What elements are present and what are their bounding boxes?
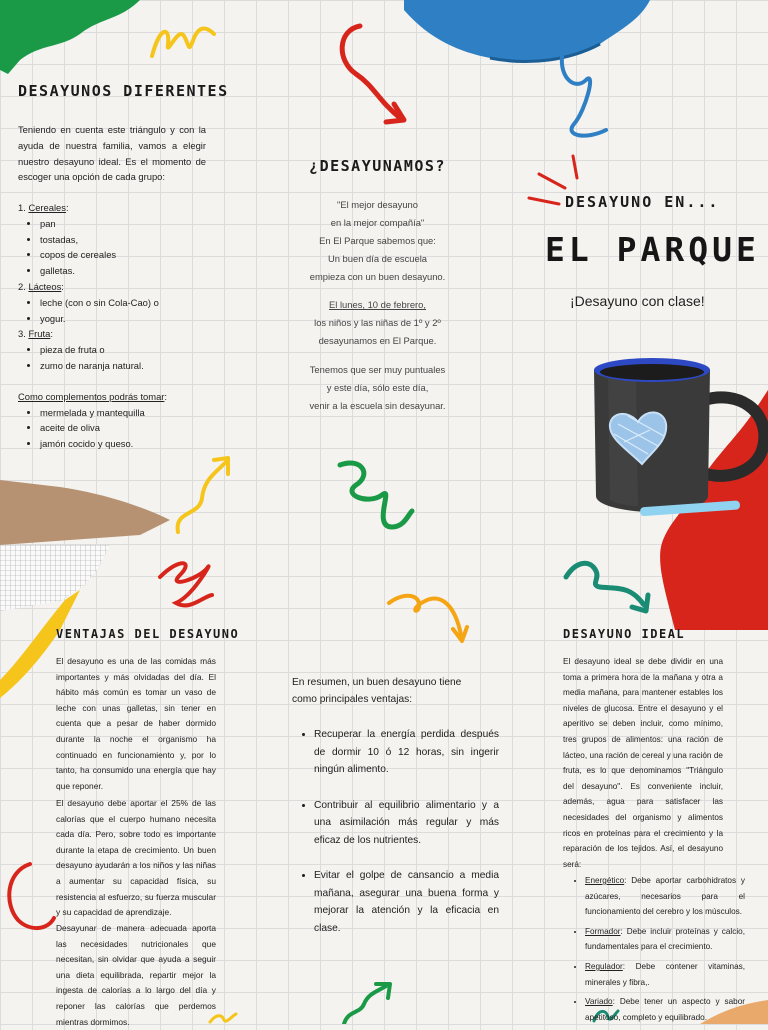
red-curl-icon [4,860,64,935]
list-item: • mermelada y mantequilla [40,405,218,421]
date-detail-line: los niños y las niñas de 1º y 2º [314,317,441,328]
red-squiggle-icon [150,555,220,615]
complements-section [18,389,218,452]
group-colon: : [65,202,69,213]
list-item: • Evitar el golpe de cansancio a media mañana, asegurar una buena forma y mejorar la atención y la eficacia en clase. [314,867,499,937]
complements-colon: : [164,390,168,402]
green-paper-shape [0,0,150,80]
list-item [585,873,745,920]
group-name: Cereales [28,202,66,213]
food-group-lacteos [18,279,218,326]
yellow-squiggle-icon [148,18,218,63]
list-item: • leche (con o sin Cola-Cao) o [40,295,218,311]
group-name: Fruta [28,328,51,340]
green-arrow-icon [340,980,400,1024]
list-text: : Debe contener vitaminas, minerales y fibra,. [585,961,745,987]
group-number: 3. [18,328,29,340]
quote-line: Un buen día de escuela [327,253,428,264]
blue-squiggle-icon [556,50,626,140]
complements-title: Como complementos podrás tomar [18,390,165,402]
orange-arrow-icon [385,585,470,650]
ventajas-paragraph: El desayuno debe aportar el 25% de las calorías que el cuerpo humano necesita cada día. Pero, sobre todo es importante durante la etapa de crecimiento. Un buen desayuno ayudarán a los niños y las niñas a aumentar su capacidad física, su resistencia al esfuerzo, su fuerza muscular y su capacidad de aprendizaje. [56,798,216,918]
mug-with-heart-image [588,350,768,520]
left-panel-title: DESAYUNOS DIFERENTES [18,82,229,100]
list-item [585,924,745,955]
date-detail-line: desayunamos en El Parque. [318,335,437,346]
list-item [585,959,745,990]
ideal-list [563,873,745,1025]
green-curl-icon [332,455,417,540]
list-item: • Contribuir al equilibrio alimentario y a una asimilación más regular y más eficaz de los nutrientes. [314,797,499,850]
date-line: El lunes, 10 de febrero, [329,299,426,310]
food-groups-list [18,200,218,452]
list-text: : Debe incluir proteínas y calcio, fundamentales para el crecimiento. [585,926,745,952]
cover-subtitle: ¡Desayuno con clase! [570,293,705,309]
quote-line: en la mejor compañía" [330,217,425,228]
group-colon: : [61,280,64,292]
ideal-paragraph: El desayuno ideal se debe dividir en una toma a primera hora de la mañana y otra a media mañana, para mantener estables los niveles de glucosa. Entre el desayuno y el aperitivo se deben incluir, como mínimo, tres grupos de alimentos: una ración de lácteo, una ración de cereal y una ración de fruta, es lo que denominamos "Triángulo del desayuno". Es conveniente incluir, además, agua para satisfacer las necesidades del organismo y alimentos ricos en proteínas para el crecimiento y la reparación de los tejidos. Así, el desayuno será: [563,657,723,869]
middle-panel-date [270,296,485,350]
quote-line: empieza con un buen desayuno. [309,271,446,282]
food-group-cereales [18,200,218,279]
list-term: Regulador [585,961,623,971]
cover-title: EL PARQUE [545,230,760,269]
list-term: Variado [585,997,613,1007]
brown-paper-shape [0,475,170,550]
ventajas-title: VENTAJAS DEL DESAYUNO [56,627,240,641]
teal-arrow-icon [560,555,660,625]
list-item: • jamón cocido y queso. [40,436,218,452]
group-colon: : [50,328,53,340]
ventajas-paragraph: Desayunar de manera adecuada aporta las necesidades nutricionales que necesitan, sin olvidar que ayuda a seguir una dieta equilibrada, repartir mejor la ingesta de calorías a lo largo del día y reponer las calorías que perdemos mientras dormimos. [56,923,216,1027]
ideal-title: DESAYUNO IDEAL [563,627,686,641]
resumen-list [292,726,499,937]
middle-panel-quote [270,196,485,286]
yellow-arrow-icon [170,450,240,540]
list-item: • aceite de oliva [40,420,218,436]
list-term: Energético [585,876,625,885]
middle-panel-reminder [270,361,485,415]
list-item: • galletas. [40,263,218,279]
quote-line: En El Parque sabemos que: [319,235,436,246]
list-item: • tostadas, [40,232,218,248]
list-item: • zumo de naranja natural. [40,358,218,374]
list-item: • yogur. [40,311,218,327]
list-term: Formador [585,926,621,936]
group-number: 1. [18,202,29,213]
list-text: : Debe tener un aspecto y sabor apetitoso, completo y equilibrado. [585,997,745,1022]
list-item: • pieza de fruta o [40,342,218,358]
resumen-intro: En resumen, un buen desayuno tiene como principales ventajas: [292,677,462,705]
food-group-fruta [18,326,218,373]
reminder-line: Tenemos que ser muy puntuales [309,364,446,375]
quote-line: "El mejor desayuno [337,199,418,210]
list-item: • copos de cereales [40,247,218,263]
reminder-line: venir a la escuela sin desayunar. [309,400,446,411]
red-arrow-icon [330,20,430,130]
group-number: 2. [18,280,29,292]
reminder-line: y este día, sólo este día, [326,382,429,393]
middle-panel-title: ¿DESAYUNAMOS? [309,157,446,175]
left-panel-intro: Teniendo en cuenta este triángulo y con la ayuda de nuestra familia, vamos a elegir nuestro desayuno ideal. Es el momento de escoger una opción de cada grupo: [18,124,206,183]
list-item: • pan [40,216,218,232]
list-text: : Debe aportar carbohidratos y azúcares, necesarios para el funcionamiento del cerebro y los músculos. [585,876,745,917]
ventajas-paragraph: El desayuno es una de las comidas más importantes y más olvidadas del día. El hábito más común es tomar un vaso de leche con unas galletas, sin tener en cuenta que a pesar de haber dormido durante la noche el organismo ha continuado en funcionamiento y, por lo tanto, ha consumido una energía que hay que reponer. [56,656,216,791]
list-item [585,994,745,1025]
cover-pretitle: DESAYUNO EN... [565,193,720,211]
group-name: Lácteos [28,280,62,292]
list-item: • Recuperar la energía perdida después de dormir 10 ó 12 horas, sin ingerir ningún alimento. [314,726,499,779]
